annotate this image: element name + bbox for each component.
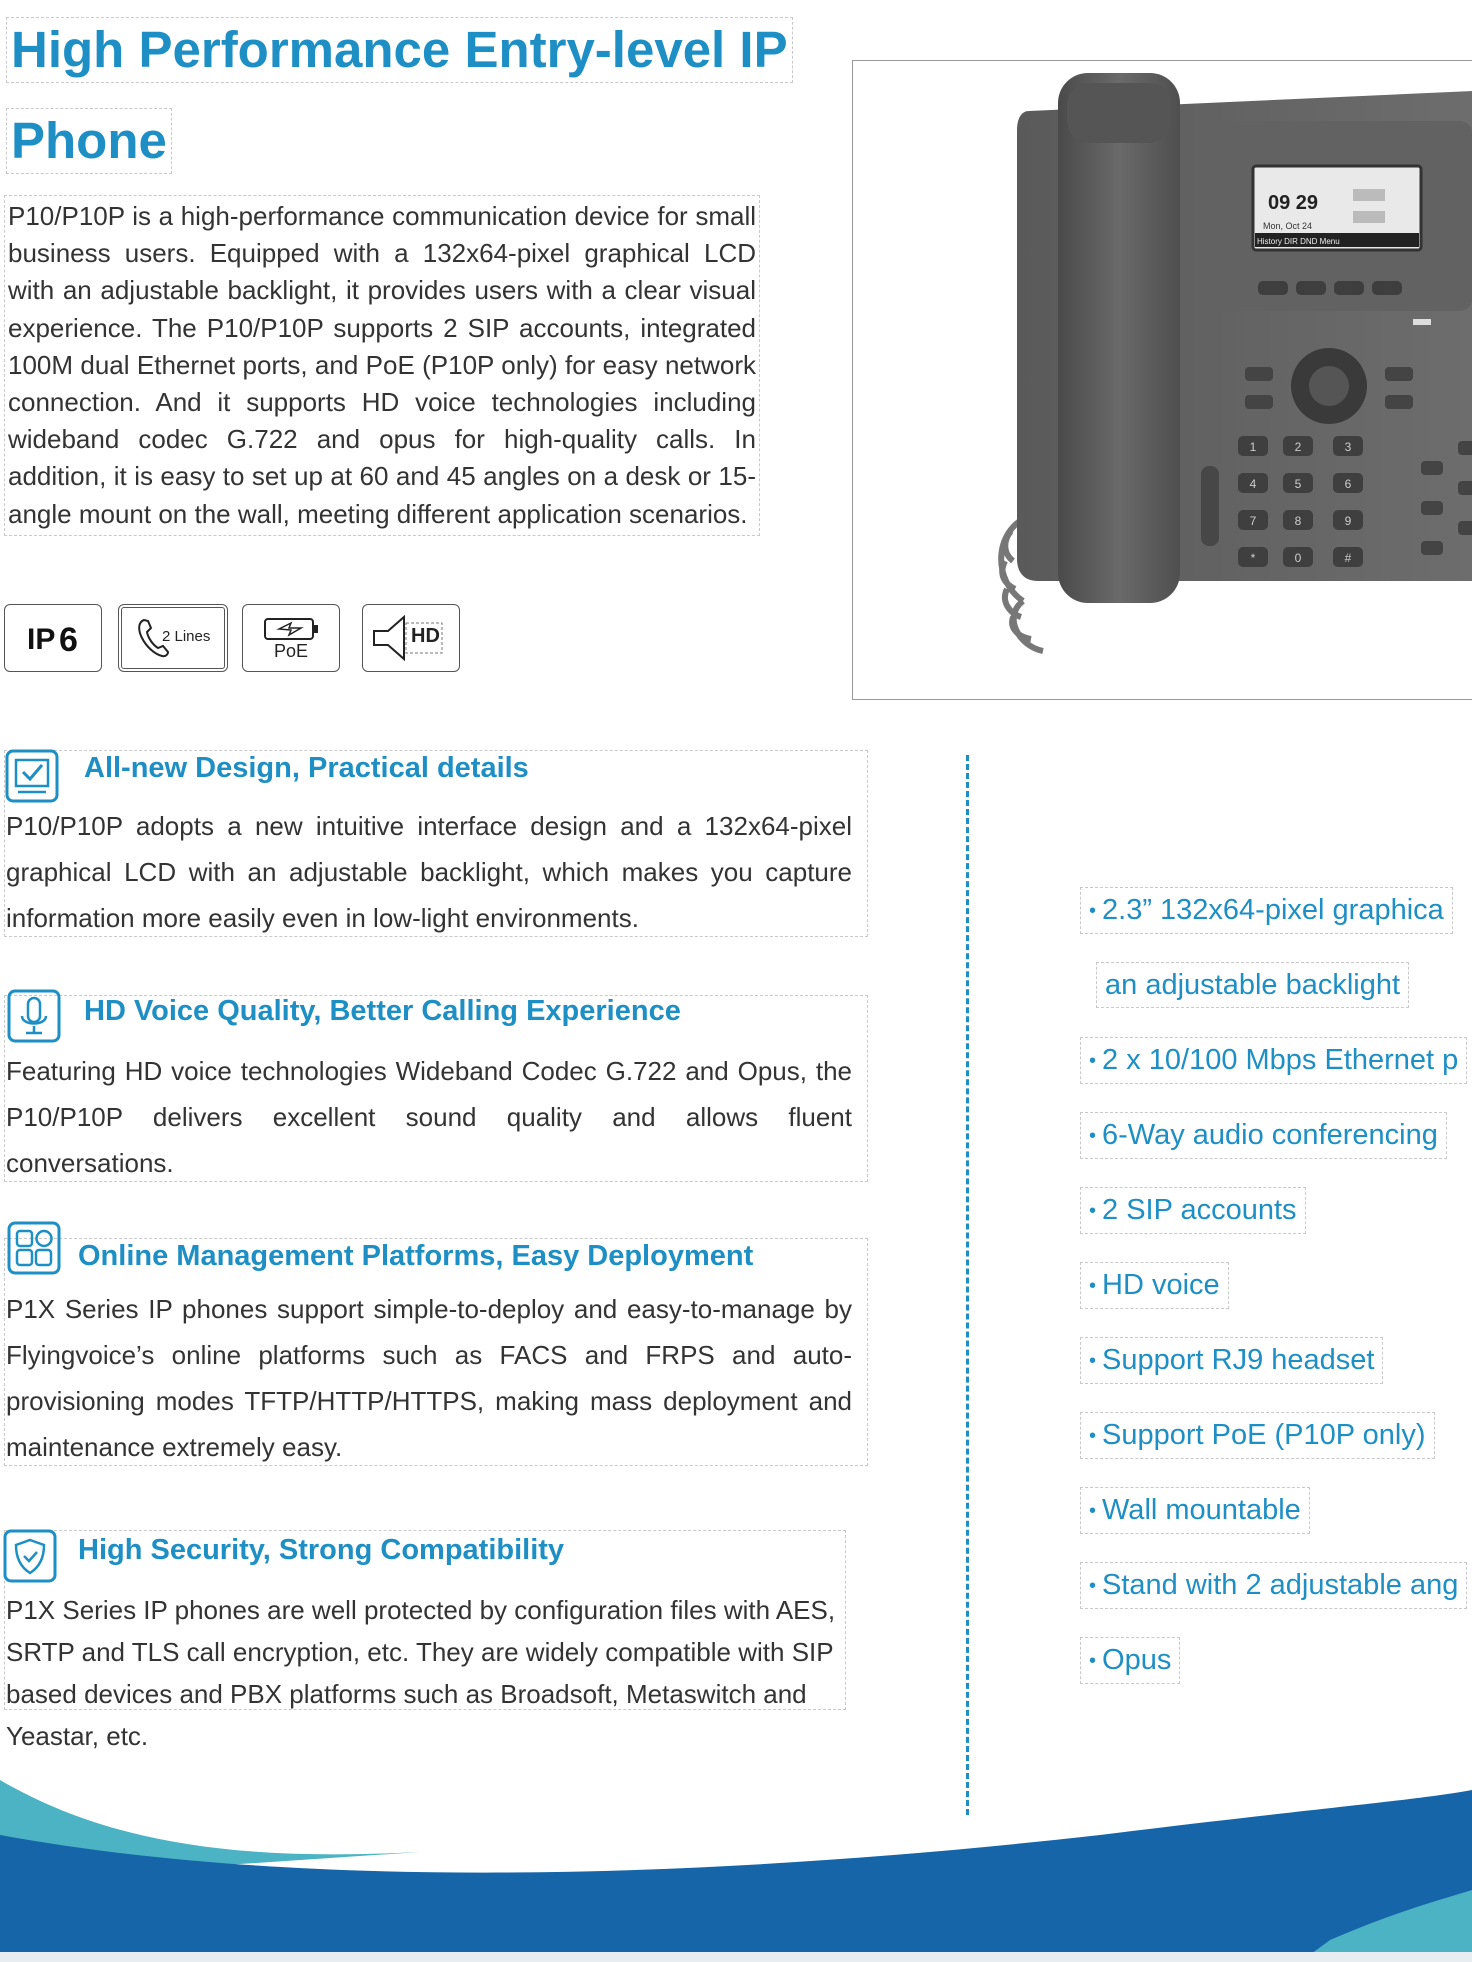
svg-text:*: *: [1250, 551, 1256, 565]
spec-item-6: [1080, 1262, 1229, 1309]
intro-paragraph: P10/P10P is a high-performance communication device for small business users. Equipped with a 132x64-pixel graphical LCD with an adjustable backlight, it provides users with a clear visual experience. The P10/P10P supports 2 SIP accounts, integrated 100M dual Ethernet ports, and PoE (P10P only) for easy network connection. And it supports HD voice technologies including wideband codec G.722 and opus for high-quality calls. In addition, it is easy to set up at 60 and 45 angles on a desk or 15-angle mount on the wall, meeting different application scenarios.: [4, 195, 760, 536]
spec-item-8: [1080, 1412, 1435, 1459]
svg-text:0: 0: [1294, 551, 1302, 565]
svg-text:Mon, Oct 24: Mon, Oct 24: [1263, 221, 1313, 231]
spec-text: HD voice: [1102, 1269, 1220, 1301]
poe-label: PoE: [273, 641, 309, 661]
spec-item-5: [1080, 1187, 1306, 1234]
poe-battery-icon: [261, 616, 321, 642]
bullet-icon: •: [1089, 1425, 1097, 1448]
bullet-icon: •: [1089, 1275, 1097, 1298]
spec-text: 2 SIP accounts: [1102, 1194, 1297, 1226]
phone-product-image: [852, 60, 1472, 700]
svg-text:5: 5: [1294, 477, 1302, 491]
spec-text: 2.3” 132x64-pixel graphica: [1102, 894, 1444, 926]
feature-text-1: P10/P10P adopts a new intuitive interface design and a 132x64-pixel graphical LCD with an adjustable backlight, which makes you capture information more easily even in low-light environments.: [6, 811, 852, 933]
spec-item-4: [1080, 1112, 1447, 1159]
spec-item-11: [1080, 1637, 1180, 1684]
feature-title-3: Online Management Platforms, Easy Deployment: [78, 1240, 754, 1272]
spec-text: Wall mountable: [1102, 1494, 1301, 1526]
feature-text-3: P1X Series IP phones support simple-to-deploy and easy-to-manage by Flyingvoice’s online platforms such as FACS and FRPS and auto-provisioning modes TFTP/HTTP/HTTPS, making mass deployment and maintenance extremely easy.: [6, 1294, 852, 1462]
spec-text: an adjustable backlight: [1105, 969, 1401, 1001]
spec-text: Stand with 2 adjustable ang: [1102, 1569, 1459, 1601]
spec-text: Support PoE (P10P only): [1102, 1419, 1426, 1451]
bullet-icon: •: [1089, 900, 1097, 923]
svg-text:3: 3: [1344, 440, 1352, 454]
svg-text:09 29: 09 29: [1268, 192, 1319, 214]
ip-phone-illustration: [853, 61, 1472, 699]
hd-voice-badge: [362, 604, 460, 672]
svg-text:4: 4: [1249, 477, 1257, 491]
bullet-icon: •: [1089, 1575, 1097, 1598]
bullet-icon: •: [1089, 1200, 1097, 1223]
svg-text:1: 1: [1249, 440, 1257, 454]
svg-text:2: 2: [1294, 440, 1302, 454]
spec-item-10: [1080, 1562, 1467, 1609]
bullet-icon: •: [1089, 1125, 1097, 1148]
spec-item-7: [1080, 1337, 1383, 1384]
spec-item-2: [1096, 962, 1409, 1008]
ipv6-badge: [4, 604, 102, 672]
spec-item-9: [1080, 1487, 1310, 1534]
column-divider: [966, 755, 969, 1815]
ipv6-icon: [13, 613, 93, 663]
feature-title-2: HD Voice Quality, Better Calling Experience: [84, 995, 681, 1027]
two-lines-label: 2 Lines: [162, 628, 211, 645]
bullet-icon: •: [1089, 1650, 1097, 1673]
svg-text:History DIR DND Menu: History DIR DND Menu: [1257, 237, 1340, 246]
svg-text:6: 6: [1344, 477, 1352, 491]
svg-text:6: 6: [59, 621, 78, 659]
hd-label: HD: [411, 625, 440, 647]
checkbox-monitor-icon: [4, 748, 60, 804]
feature-text-4: P1X Series IP phones are well protected by configuration files with AES, SRTP and TLS call encryption, etc. They are widely compatible with SIP based devices and PBX platforms such as Broadsoft, Metaswitch and Yeastar, etc.: [6, 1595, 836, 1751]
svg-text:9: 9: [1344, 514, 1352, 528]
bullet-icon: •: [1089, 1500, 1097, 1523]
spec-item-3: [1080, 1037, 1467, 1084]
shield-icon: [2, 1528, 58, 1584]
grid-apps-icon: [6, 1220, 62, 1276]
feature-title-4: High Security, Strong Compatibility: [78, 1534, 565, 1566]
poe-badge: [242, 604, 340, 672]
feature-text-2: Featuring HD voice technologies Wideband Codec G.722 and Opus, the P10/P10P delivers excellent sound quality and allows fluent conversations.: [6, 1056, 852, 1178]
bullet-icon: •: [1089, 1350, 1097, 1373]
svg-text:7: 7: [1249, 514, 1257, 528]
page-title-line-2: Phone: [6, 108, 172, 174]
spec-text: 2 x 10/100 Mbps Ethernet p: [1102, 1044, 1459, 1076]
svg-text:8: 8: [1294, 514, 1302, 528]
spec-item-1: [1080, 887, 1453, 934]
page-title-line-1: High Performance Entry-level IP: [6, 17, 793, 83]
microphone-icon: [6, 988, 62, 1044]
svg-text:#: #: [1344, 551, 1352, 565]
spec-text: Opus: [1102, 1644, 1172, 1676]
svg-text:IP: IP: [27, 623, 56, 656]
spec-text: 6-Way audio conferencing: [1102, 1119, 1438, 1151]
bullet-icon: •: [1089, 1050, 1097, 1073]
two-lines-badge: [118, 604, 228, 672]
spec-text: Support RJ9 headset: [1102, 1344, 1375, 1376]
feature-title-1: All-new Design, Practical details: [84, 752, 529, 784]
footer-wave: [0, 1740, 1472, 1962]
